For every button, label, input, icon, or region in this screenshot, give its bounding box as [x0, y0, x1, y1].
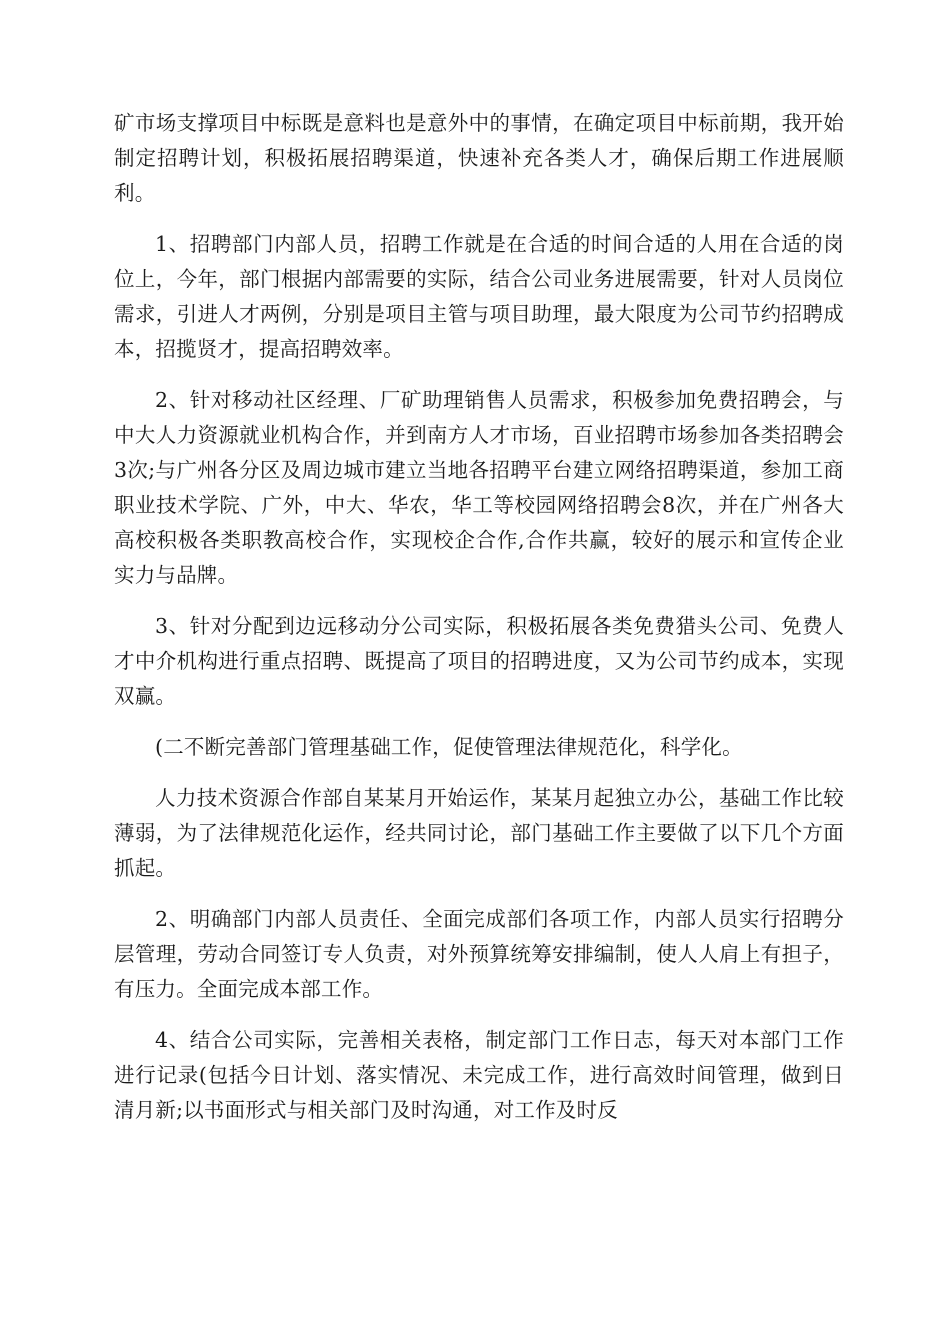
- paragraph-4: 3、针对分配到边远移动分公司实际，积极拓展各类免费猎头公司、免费人才中介机构进行重点招聘、既提高了项目的招聘进度，又为公司节约成本，实现双赢。: [114, 614, 844, 708]
- paragraph-7: 2、明确部门内部人员责任、全面完成部们各项工作，内部人员实行招聘分层管理，劳动合同签订专人负责，对外预算统筹安排编制，使人人肩上有担子，有压力。全面完成本部工作。: [114, 907, 844, 1001]
- paragraph-5: (二不断完善部门管理基础工作，促使管理法律规范化，科学化。: [155, 735, 743, 759]
- paragraph-6: 人力技术资源合作部自某某月开始运作，某某月起独立办公，基础工作比较薄弱，为了法律规范化运作，经共同讨论，部门基础工作主要做了以下几个方面抓起。: [114, 786, 844, 880]
- paragraph-2: 1、招聘部门内部人员，招聘工作就是在合适的时间合适的人用在合适的岗位上，今年，部门根据内部需要的实际，结合公司业务进展需要，针对人员岗位需求，引进人才两例，分别是项目主管与项目助理，最大限度为公司节约招聘成本，招揽贤才，提高招聘效率。: [114, 232, 844, 361]
- document-body: [114, 106, 844, 1144]
- paragraph-3: 2、针对移动社区经理、厂矿助理销售人员需求，积极参加免费招聘会，与中大人力资源就业机构合作，并到南方人才市场，百业招聘市场参加各类招聘会3次;与广州各分区及周边城市建立当地各招聘平台建立网络招聘渠道，参加工商职业技术学院、广外，中大、华农，华工等校园网络招聘会8次，并在广州各大高校积极各类职教高校合作，实现校企合作,合作共赢，较好的展示和宣传企业实力与品牌。: [114, 388, 844, 587]
- paragraph-8: 4、结合公司实际，完善相关表格，制定部门工作日志，每天对本部门工作进行记录(包括今日计划、落实情况、未完成工作，进行高效时间管理，做到日清月新;以书面形式与相关部门及时沟通，对工作及时反: [114, 1028, 844, 1122]
- paragraph-1: 矿市场支撑项目中标既是意料也是意外中的事情，在确定项目中标前期，我开始制定招聘计划，积极拓展招聘渠道，快速补充各类人才，确保后期工作进展顺利。: [114, 111, 844, 205]
